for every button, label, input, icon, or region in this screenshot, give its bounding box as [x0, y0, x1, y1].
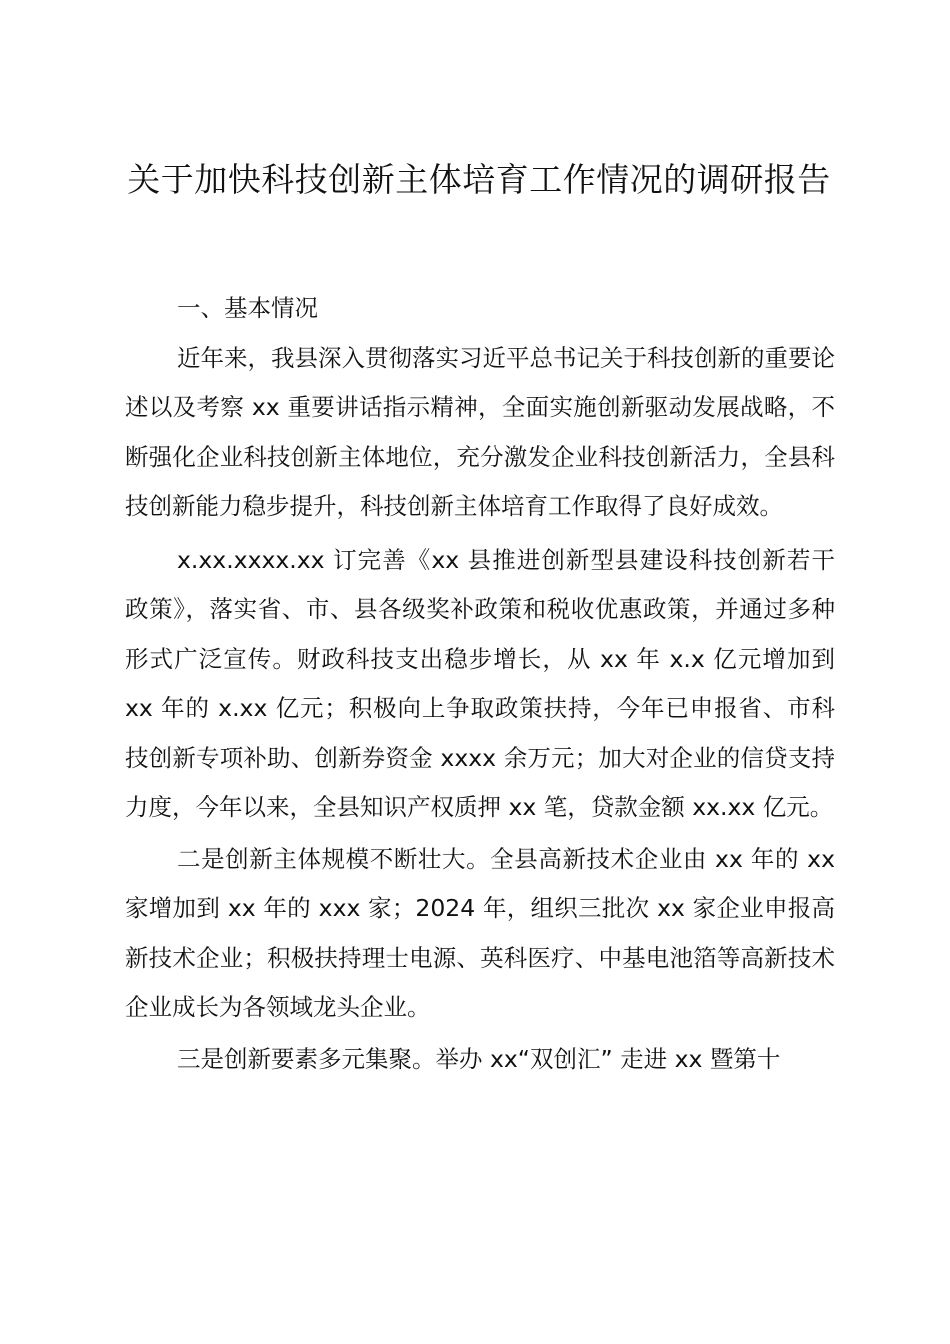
- document-body: [125, 284, 835, 1084]
- paragraph-intro: 近年来，我县深入贯彻落实习近平总书记关于科技创新的重要论述以及考察 xx 重要讲话指示精神，全面实施创新驱动发展战略，不断强化企业科技创新主体地位，充分激发企业科技创新活力，全县科技创新能力稳步提升，科技创新主体培育工作取得了良好成效。: [125, 343, 835, 520]
- paragraph-policy: x.xx.xxxx.xx 订完善《xx 县推进创新型县建设科技创新若干政策》，落实省、市、县各级奖补政策和税收优惠政策，并通过多种形式广泛宣传。财政科技支出稳步增长，从 xx 年 x.x 亿元增加到 xx 年的 x.xx 亿元；积极向上争取政策扶持，今年已申报省、市科技创新专项补助、创新券资金 xxxx 余万元；加大对企业的信贷支持力度，今年以来，全县知识产权质押 xx 笔，贷款金额 xx.xx 亿元。: [125, 545, 835, 821]
- section-heading: 一、基本情况: [177, 294, 318, 322]
- document-title: 关于加快科技创新主体培育工作情况的调研报告: [127, 160, 831, 199]
- paragraph-innovation-entities: 二是创新主体规模不断壮大。全县高新技术企业由 xx 年的 xx 家增加到 xx 年的 xxx 家；2024 年，组织三批次 xx 家企业申报高新技术企业；积极扶持理士电源、英科医疗、中基电池箔等高新技术企业成长为各领域龙头企业。: [125, 844, 835, 1021]
- paragraph-innovation-elements: 三是创新要素多元集聚。举办 xx“双创汇” 走进 xx 暨第十: [177, 1044, 781, 1073]
